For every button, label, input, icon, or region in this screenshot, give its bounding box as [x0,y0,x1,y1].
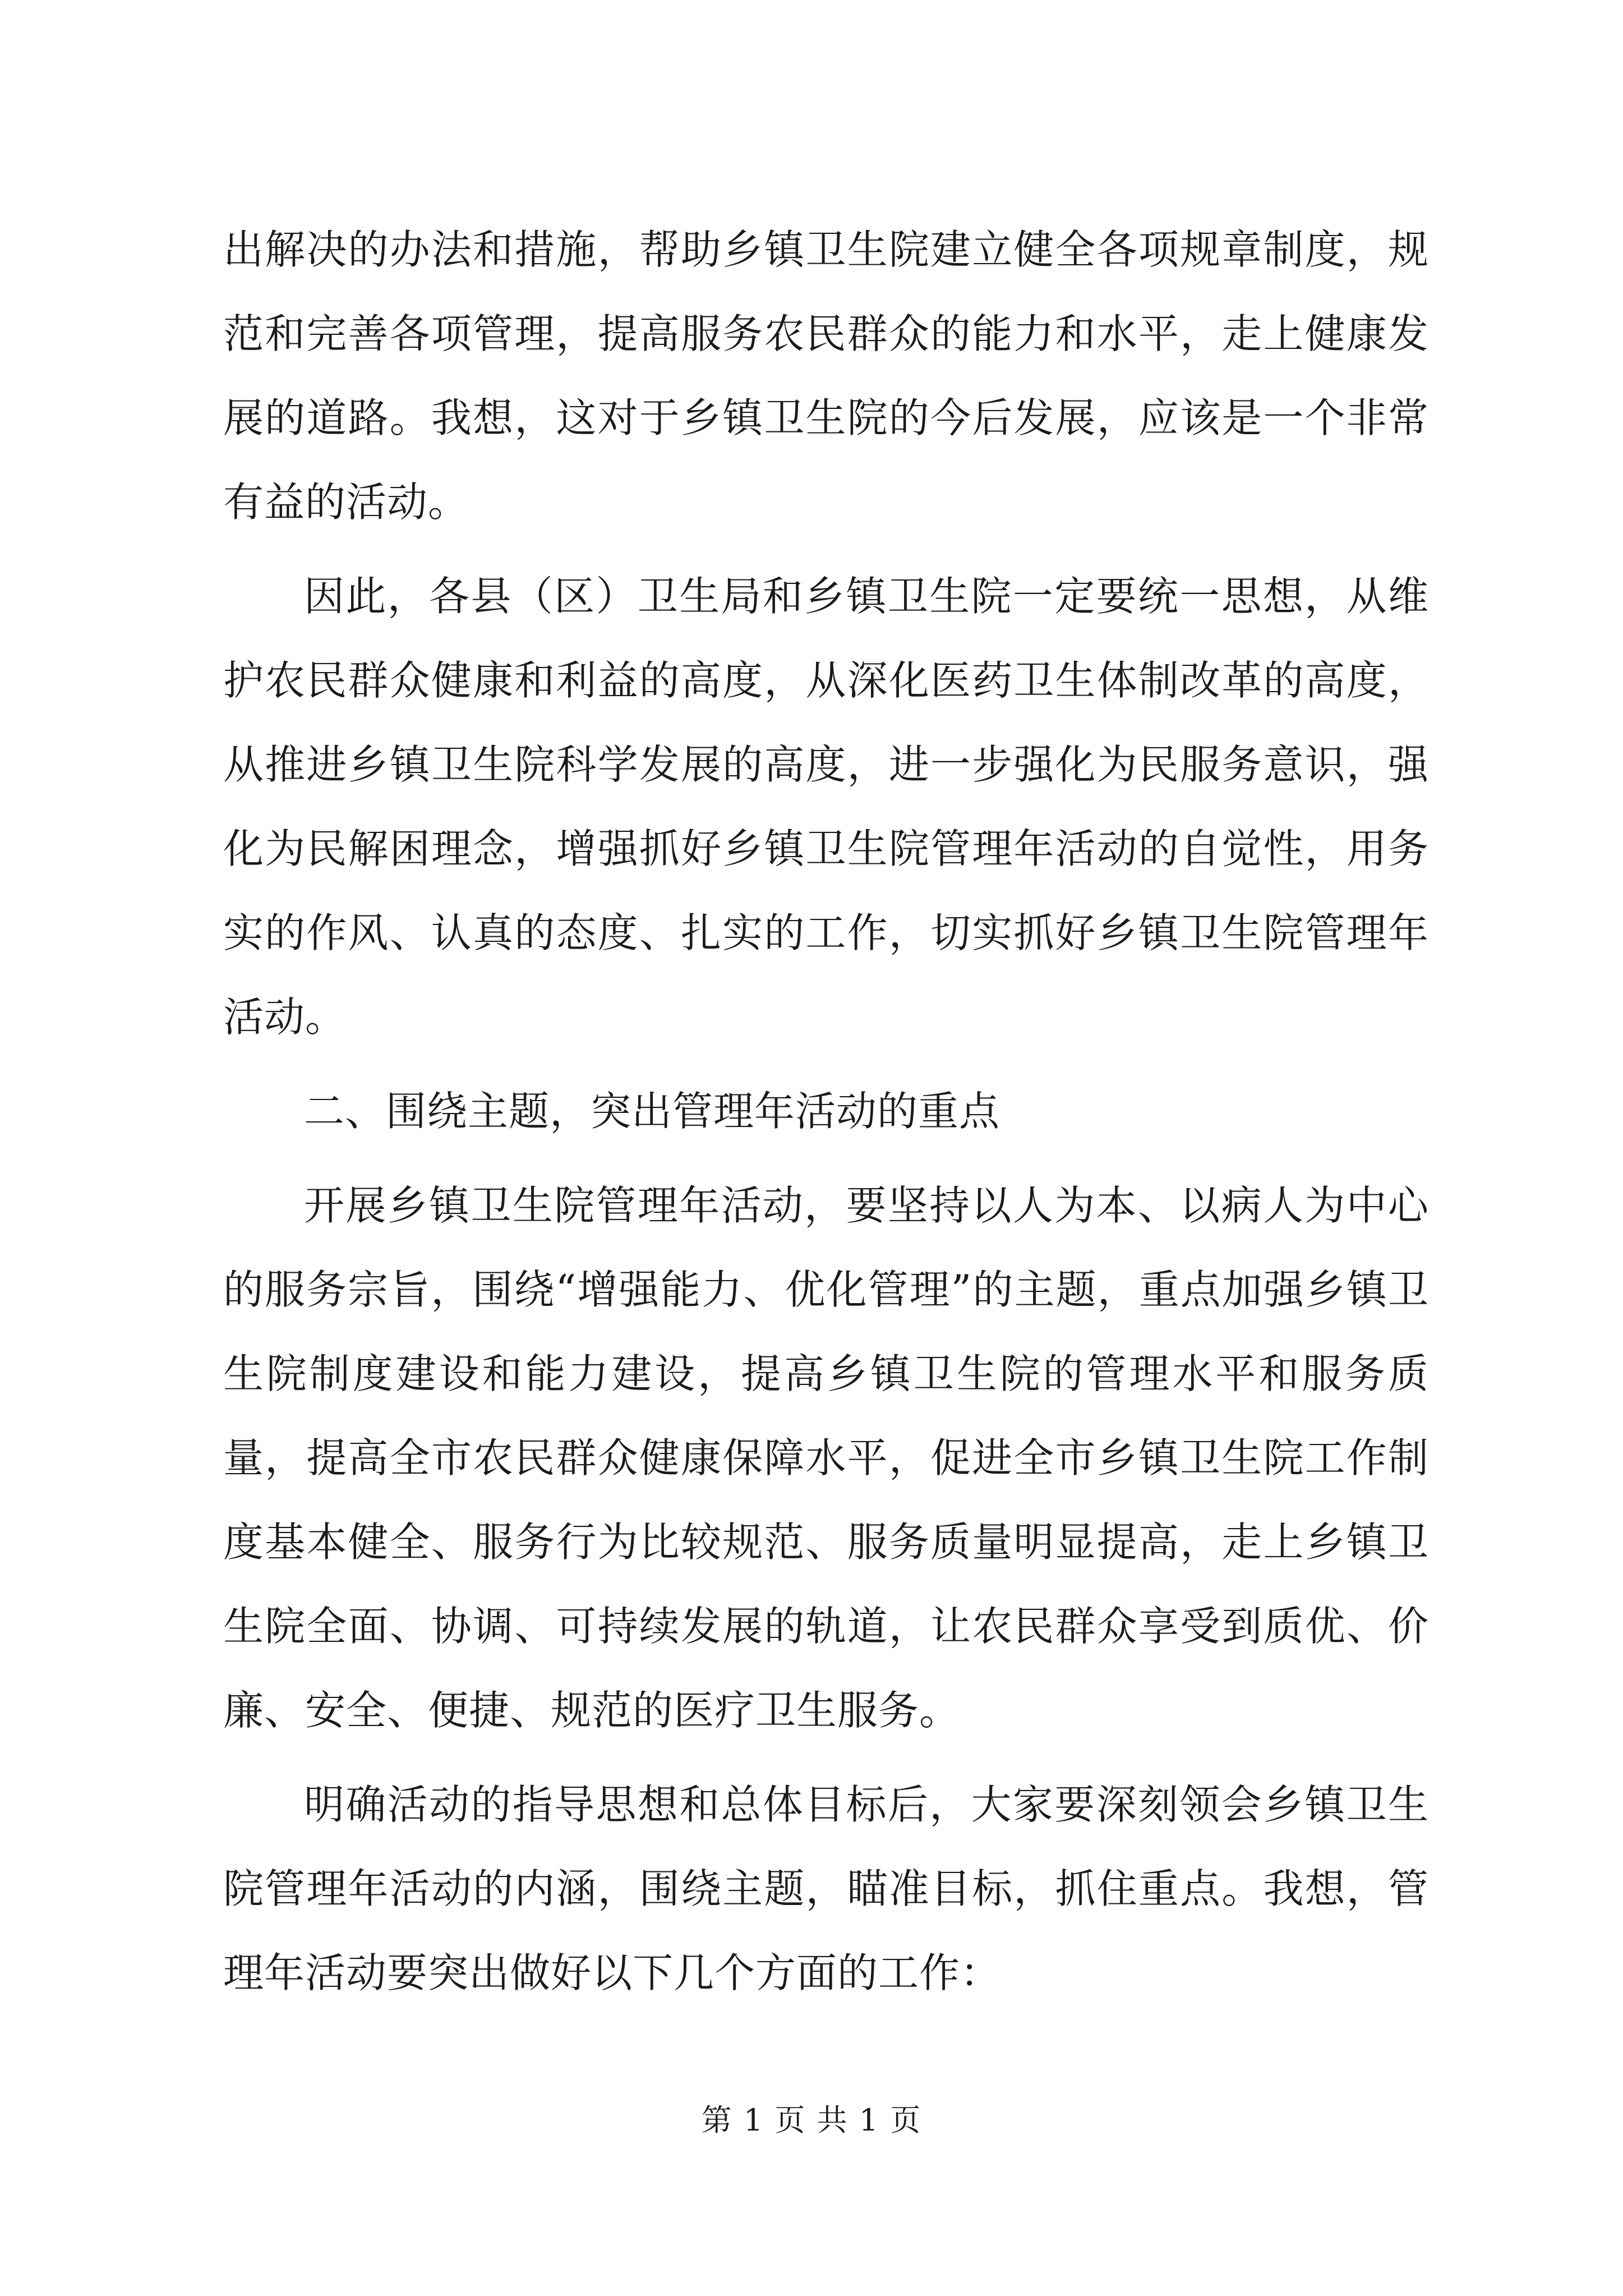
paragraph-activity-theme: 开展乡镇卫生院管理年活动，要坚持以人为本、以病人为中心的服务宗旨，围绕“增强能力、优化管理”的主题，重点加强乡镇卫生院制度建设和能力建设，提高乡镇卫生院的管理水平和服务质量，提高全市农民群众健康保障水平，促进全市乡镇卫生院工作制度基本健全、服务行为比较规范、服务质量明显提高，走上乡镇卫生院全面、协调、可持续发展的轨道，让农民群众享受到质优、价廉、安全、便捷、规范的医疗卫生服务。 [223,1182,1429,1734]
document-body [223,208,1429,2015]
paragraph-unify-thinking: 因此，各县（区）卫生局和乡镇卫生院一定要统一思想，从维护农民群众健康和利益的高度，从深化医药卫生体制改革的高度，从推进乡镇卫生院科学发展的高度，进一步强化为民服务意识，强化为民解困理念，增强抓好乡镇卫生院管理年活动的自觉性，用务实的作风、认真的态度、扎实的工作，切实抓好乡镇卫生院管理年活动。 [223,573,1429,1041]
paragraph-continuation: 出解决的办法和措施，帮助乡镇卫生院建立健全各项规章制度，规范和完善各项管理，提高服务农民群众的能力和水平，走上健康发展的道路。我想，这对于乡镇卫生院的今后发展，应该是一个非常有益的活动。 [223,226,1429,526]
paragraph-focus-work: 明确活动的指导思想和总体目标后，大家要深刻领会乡镇卫生院管理年活动的内涵，围绕主题，瞄准目标，抓住重点。我想，管理年活动要突出做好以下几个方面的工作： [223,1781,1429,1996]
page-number-footer: 第 1 页 共 1 页 [701,2102,922,2138]
section-heading: 二、围绕主题，突出管理年活动的重点 [304,1088,1000,1135]
